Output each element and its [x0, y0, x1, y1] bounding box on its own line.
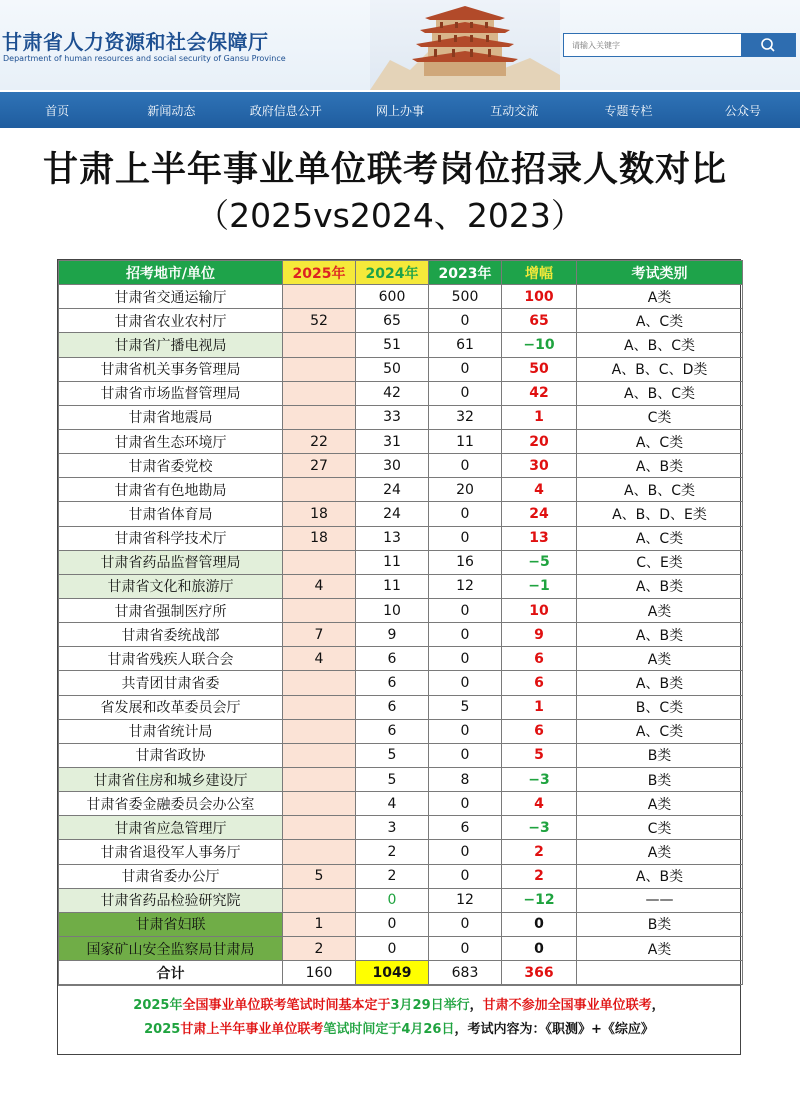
cell-unit: 甘肃省广播电视局 — [59, 333, 283, 357]
cell-2023: 0 — [429, 840, 502, 864]
table-row — [59, 405, 743, 429]
cell-unit: 甘肃省有色地勘局 — [59, 478, 283, 502]
exam-notes — [58, 985, 740, 1054]
cell-unit: 甘肃省政协 — [59, 743, 283, 767]
nav-item-online-services[interactable]: 网上办事 — [375, 103, 424, 118]
header-2024: 2024年 — [356, 261, 429, 285]
cell-increase: 4 — [502, 478, 577, 502]
cell-unit: 甘肃省生态环境厅 — [59, 429, 283, 453]
note-segment: 全国事业单位联考笔试时间基本定于 — [182, 998, 391, 1014]
cell-increase: 6 — [502, 647, 577, 671]
cell-2025 — [283, 671, 356, 695]
cell-2024: 5 — [356, 767, 429, 791]
search-button[interactable] — [741, 34, 795, 56]
cell-2023: 0 — [429, 381, 502, 405]
header-increase: 增幅 — [502, 261, 577, 285]
cell-2025 — [283, 357, 356, 381]
cell-2025: 18 — [283, 526, 356, 550]
cell-2023: 0 — [429, 936, 502, 960]
cell-unit: 甘肃省妇联 — [59, 912, 283, 936]
table-row — [59, 550, 743, 574]
cell-increase: 30 — [502, 454, 577, 478]
cell-2024: 50 — [356, 357, 429, 381]
cell-exam-type: A、B类 — [577, 671, 743, 695]
cell-2023: 61 — [429, 333, 502, 357]
cell-2025: 2 — [283, 936, 356, 960]
cell-exam-type: C、E类 — [577, 550, 743, 574]
article-subtitle: （2025vs2024、2023） — [196, 196, 584, 235]
cell-increase: −3 — [502, 767, 577, 791]
search-icon — [760, 37, 776, 53]
cell-2024: 31 — [356, 429, 429, 453]
cell-2023: 0 — [429, 502, 502, 526]
cell-2023: 20 — [429, 478, 502, 502]
cell-2024: 13 — [356, 526, 429, 550]
total-label: 合计 — [59, 961, 283, 985]
note-line-1 — [62, 994, 736, 1018]
cell-2023: 0 — [429, 357, 502, 381]
cell-2023: 32 — [429, 405, 502, 429]
cell-2024: 6 — [356, 671, 429, 695]
table-row — [59, 285, 743, 309]
cell-exam-type: C类 — [577, 816, 743, 840]
cell-increase: 100 — [502, 285, 577, 309]
cell-increase: −3 — [502, 816, 577, 840]
table-row — [59, 743, 743, 767]
site-header — [0, 0, 800, 90]
article-title: 甘肃上半年事业单位联考岗位招录人数对比 — [42, 150, 727, 190]
cell-2025 — [283, 333, 356, 357]
cell-2024: 42 — [356, 381, 429, 405]
table-row — [59, 816, 743, 840]
cell-2025 — [283, 840, 356, 864]
cell-2025: 4 — [283, 647, 356, 671]
cell-exam-type: A、B、C类 — [577, 381, 743, 405]
table-row — [59, 429, 743, 453]
cell-2024: 2 — [356, 864, 429, 888]
cell-2024: 30 — [356, 454, 429, 478]
table-row — [59, 695, 743, 719]
nav-item-news[interactable]: 新闻动态 — [147, 103, 196, 118]
cell-unit: 甘肃省地震局 — [59, 405, 283, 429]
cell-unit: 甘肃省委办公厅 — [59, 864, 283, 888]
search-bar — [563, 33, 796, 57]
cell-increase: 20 — [502, 429, 577, 453]
table-row — [59, 478, 743, 502]
cell-unit: 国家矿山安全监察局甘肃局 — [59, 936, 283, 960]
cell-unit: 甘肃省委金融委员会办公室 — [59, 792, 283, 816]
table-body — [59, 285, 743, 961]
cell-2023: 0 — [429, 671, 502, 695]
cell-2023: 12 — [429, 574, 502, 598]
header-exam-type: 考试类别 — [577, 261, 743, 285]
cell-exam-type: A类 — [577, 936, 743, 960]
total-2024: 1049 — [356, 961, 429, 985]
cell-2024: 6 — [356, 647, 429, 671]
cell-unit: 甘肃省文化和旅游厅 — [59, 574, 283, 598]
cell-increase: 2 — [502, 840, 577, 864]
cell-2023: 12 — [429, 888, 502, 912]
cell-increase: 42 — [502, 381, 577, 405]
cell-2023: 5 — [429, 695, 502, 719]
cell-2025 — [283, 743, 356, 767]
cell-2024: 10 — [356, 598, 429, 622]
cell-increase: −12 — [502, 888, 577, 912]
table-row — [59, 454, 743, 478]
cell-unit: 甘肃省机关事务管理局 — [59, 357, 283, 381]
cell-exam-type: A类 — [577, 647, 743, 671]
note-segment: 甘肃不参加全国事业单位联考 — [482, 998, 652, 1014]
cell-unit: 甘肃省统计局 — [59, 719, 283, 743]
table-row — [59, 671, 743, 695]
cell-2025: 7 — [283, 623, 356, 647]
cell-2025 — [283, 695, 356, 719]
cell-2024: 65 — [356, 309, 429, 333]
cell-2024: 4 — [356, 792, 429, 816]
cell-increase: 1 — [502, 695, 577, 719]
table-row — [59, 936, 743, 960]
cell-unit: 甘肃省应急管理厅 — [59, 816, 283, 840]
recruitment-table — [57, 259, 741, 1055]
cell-exam-type: A、C类 — [577, 309, 743, 333]
cell-unit: 甘肃省农业农村厅 — [59, 309, 283, 333]
cell-2024: 6 — [356, 719, 429, 743]
cell-increase: 13 — [502, 526, 577, 550]
note-segment: 2025年 — [133, 998, 183, 1014]
table-row — [59, 719, 743, 743]
cell-increase: 6 — [502, 719, 577, 743]
cell-2025 — [283, 888, 356, 912]
cell-exam-type: B类 — [577, 767, 743, 791]
table-row — [59, 598, 743, 622]
cell-exam-type: B类 — [577, 912, 743, 936]
total-2023: 683 — [429, 961, 502, 985]
table-row — [59, 647, 743, 671]
note-segment: 3月29日举行 — [390, 998, 470, 1014]
cell-increase: 24 — [502, 502, 577, 526]
cell-unit: 甘肃省市场监督管理局 — [59, 381, 283, 405]
table-row — [59, 623, 743, 647]
cell-exam-type: A、C类 — [577, 429, 743, 453]
cell-2023: 0 — [429, 526, 502, 550]
cell-2024: 6 — [356, 695, 429, 719]
cell-unit: 甘肃省交通运输厅 — [59, 285, 283, 309]
table-row — [59, 333, 743, 357]
cell-2023: 8 — [429, 767, 502, 791]
cell-exam-type: A类 — [577, 792, 743, 816]
note-line-2 — [62, 1018, 736, 1042]
site-logo-title[interactable]: 甘肃省人力资源和社会保障厅 — [2, 30, 269, 54]
cell-exam-type: A、B、D、E类 — [577, 502, 743, 526]
cell-exam-type: A、B类 — [577, 864, 743, 888]
table-row — [59, 840, 743, 864]
cell-2025 — [283, 816, 356, 840]
cell-2023: 0 — [429, 454, 502, 478]
nav-item-topics[interactable]: 专题专栏 — [604, 103, 653, 118]
table-row — [59, 767, 743, 791]
site-logo-subtitle: Department of human resources and social security of Gansu Province — [3, 54, 286, 63]
cell-exam-type: A类 — [577, 598, 743, 622]
cell-increase: 50 — [502, 357, 577, 381]
cell-2023: 500 — [429, 285, 502, 309]
table-row — [59, 912, 743, 936]
cell-2025 — [283, 381, 356, 405]
cell-2024: 3 — [356, 816, 429, 840]
cell-exam-type: C类 — [577, 405, 743, 429]
table-total-row — [59, 961, 743, 985]
cell-exam-type: B、C类 — [577, 695, 743, 719]
cell-2024: 24 — [356, 502, 429, 526]
main-nav — [0, 92, 800, 128]
search-input[interactable] — [564, 34, 741, 56]
pagoda-banner-image — [370, 0, 560, 90]
table-row — [59, 864, 743, 888]
table-row — [59, 381, 743, 405]
cell-increase: 0 — [502, 912, 577, 936]
cell-2024: 24 — [356, 478, 429, 502]
note-segment: ， — [651, 998, 665, 1014]
cell-exam-type: A类 — [577, 840, 743, 864]
table-row — [59, 502, 743, 526]
cell-exam-type: A、C类 — [577, 719, 743, 743]
cell-2025: 27 — [283, 454, 356, 478]
table-row — [59, 574, 743, 598]
cell-2023: 11 — [429, 429, 502, 453]
cell-increase: −5 — [502, 550, 577, 574]
cell-2024: 33 — [356, 405, 429, 429]
cell-exam-type: A、B类 — [577, 454, 743, 478]
cell-exam-type: A、C类 — [577, 526, 743, 550]
note-segment: ，考试内容为：《职测》+《综应》 — [454, 1022, 654, 1038]
cell-unit: 甘肃省退役军人事务厅 — [59, 840, 283, 864]
cell-2025: 5 — [283, 864, 356, 888]
cell-exam-type: A、B、C类 — [577, 333, 743, 357]
cell-2023: 0 — [429, 864, 502, 888]
cell-2024: 600 — [356, 285, 429, 309]
note-segment: ， — [469, 998, 483, 1014]
cell-2024: 11 — [356, 574, 429, 598]
cell-2025 — [283, 598, 356, 622]
cell-2025: 4 — [283, 574, 356, 598]
total-increase: 366 — [502, 961, 577, 985]
cell-exam-type: A类 — [577, 285, 743, 309]
table-row — [59, 309, 743, 333]
cell-unit: 省发展和改革委员会厅 — [59, 695, 283, 719]
total-type — [577, 961, 743, 985]
table-row — [59, 792, 743, 816]
cell-increase: 0 — [502, 936, 577, 960]
cell-2024: 11 — [356, 550, 429, 574]
cell-exam-type: B类 — [577, 743, 743, 767]
cell-2023: 0 — [429, 912, 502, 936]
cell-unit: 甘肃省科学技术厅 — [59, 526, 283, 550]
cell-unit: 甘肃省强制医疗所 — [59, 598, 283, 622]
table-row — [59, 888, 743, 912]
cell-increase: 10 — [502, 598, 577, 622]
cell-unit: 甘肃省药品检验研究院 — [59, 888, 283, 912]
nav-item-home[interactable]: 首页 — [45, 103, 70, 118]
cell-2024: 5 — [356, 743, 429, 767]
cell-2025 — [283, 285, 356, 309]
cell-2024: 0 — [356, 936, 429, 960]
header-2025: 2025年 — [283, 261, 356, 285]
cell-2025: 22 — [283, 429, 356, 453]
cell-exam-type: A、B、C类 — [577, 478, 743, 502]
note-segment: 笔试时间定于4月26日 — [323, 1022, 455, 1038]
cell-2023: 16 — [429, 550, 502, 574]
cell-2023: 0 — [429, 598, 502, 622]
cell-2025 — [283, 792, 356, 816]
cell-2024: 9 — [356, 623, 429, 647]
cell-unit: 甘肃省委统战部 — [59, 623, 283, 647]
note-segment: 甘肃上半年事业单位联考 — [180, 1022, 324, 1038]
cell-increase: 4 — [502, 792, 577, 816]
cell-2023: 0 — [429, 309, 502, 333]
cell-increase: −10 — [502, 333, 577, 357]
cell-unit: 甘肃省药品监督管理局 — [59, 550, 283, 574]
cell-2023: 0 — [429, 743, 502, 767]
cell-exam-type: A、B、C、D类 — [577, 357, 743, 381]
cell-2025 — [283, 719, 356, 743]
cell-exam-type: —— — [577, 888, 743, 912]
header-unit: 招考地市/单位 — [59, 261, 283, 285]
cell-increase: 6 — [502, 671, 577, 695]
cell-2025 — [283, 767, 356, 791]
cell-increase: 5 — [502, 743, 577, 767]
cell-unit: 甘肃省住房和城乡建设厅 — [59, 767, 283, 791]
nav-item-public-account[interactable]: 公众号 — [724, 103, 761, 118]
total-2025: 160 — [283, 961, 356, 985]
cell-2023: 6 — [429, 816, 502, 840]
nav-item-interaction[interactable]: 互动交流 — [490, 103, 539, 118]
cell-2023: 0 — [429, 719, 502, 743]
cell-unit: 甘肃省残疾人联合会 — [59, 647, 283, 671]
cell-2024: 51 — [356, 333, 429, 357]
cell-2025: 1 — [283, 912, 356, 936]
cell-2025 — [283, 550, 356, 574]
cell-increase: 65 — [502, 309, 577, 333]
table-row — [59, 357, 743, 381]
cell-2023: 0 — [429, 623, 502, 647]
cell-2024: 0 — [356, 912, 429, 936]
header-2023: 2023年 — [429, 261, 502, 285]
table-header-row — [59, 261, 743, 285]
cell-2025 — [283, 405, 356, 429]
cell-2023: 0 — [429, 647, 502, 671]
note-segment: 2025 — [144, 1022, 181, 1038]
cell-2025: 18 — [283, 502, 356, 526]
cell-2024: 0 — [356, 888, 429, 912]
cell-unit: 甘肃省委党校 — [59, 454, 283, 478]
cell-exam-type: A、B类 — [577, 574, 743, 598]
cell-2025 — [283, 478, 356, 502]
cell-exam-type: A、B类 — [577, 623, 743, 647]
table-row — [59, 526, 743, 550]
cell-unit: 共青团甘肃省委 — [59, 671, 283, 695]
cell-2023: 0 — [429, 792, 502, 816]
cell-unit: 甘肃省体育局 — [59, 502, 283, 526]
nav-item-gov-info[interactable]: 政府信息公开 — [249, 103, 322, 118]
cell-increase: −1 — [502, 574, 577, 598]
cell-increase: 1 — [502, 405, 577, 429]
cell-increase: 9 — [502, 623, 577, 647]
cell-increase: 2 — [502, 864, 577, 888]
cell-2025: 52 — [283, 309, 356, 333]
cell-2024: 2 — [356, 840, 429, 864]
